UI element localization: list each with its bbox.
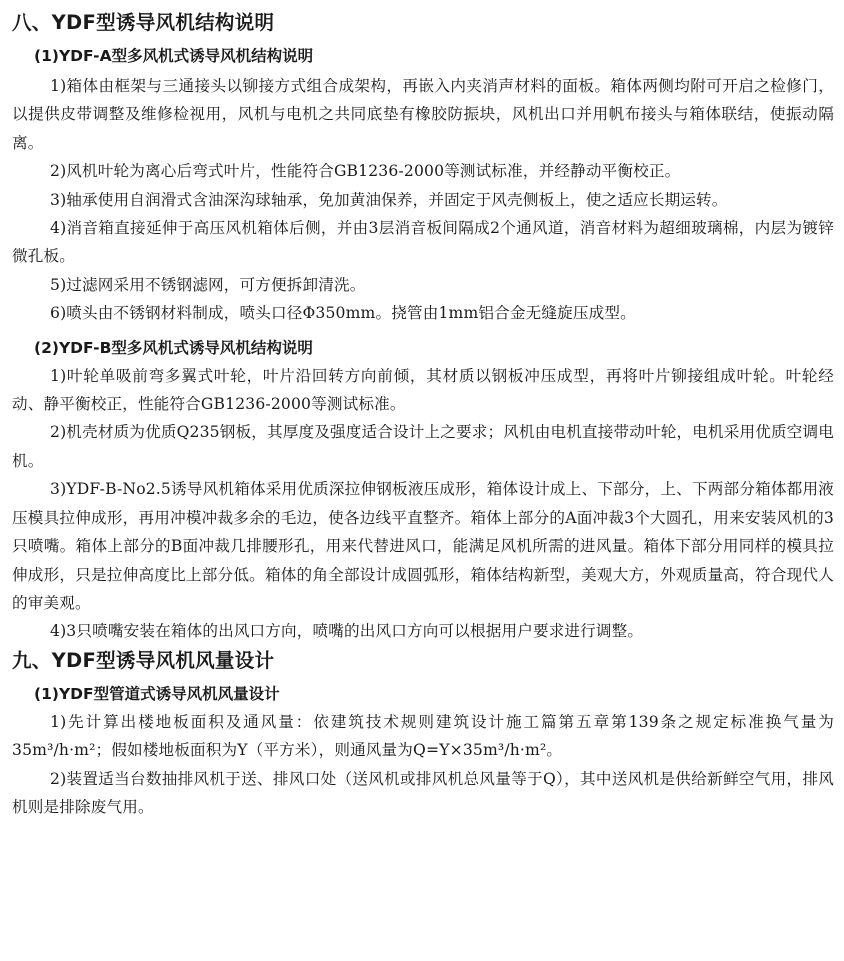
- section-8-heading: 八、YDF型诱导风机结构说明: [12, 11, 275, 34]
- ydf-a-paragraph-3: 3)轴承使用自润滑式含油深沟球轴承，免加黄油保养，并固定于风壳侧板上，使之适应长期运转。: [50, 190, 728, 209]
- subsection-ydf-b-heading: (2)YDF-B型多风机式诱导风机结构说明: [34, 338, 313, 357]
- subsection-ydf-a-heading: (1)YDF-A型多风机式诱导风机结构说明: [34, 47, 314, 65]
- ydf-b-paragraph-2: 2)机壳材质为优质Q235钢板，其厚度及强度适合设计上之要求；风机由电机直接带动叶轮，电机采用优质空调电机。: [12, 423, 834, 470]
- ydf-a-paragraph-4: 4)消音箱直接延伸于高压风机箱体后侧，并由3层消音板间隔成2个通风道，消音材料为超细玻璃棉，内层为镀锌微孔板。: [12, 219, 834, 266]
- airflow-paragraph-2: 2)装置适当台数抽排风机于送、排风口处（送风机或排风机总风量等于Q），其中送风机是供给新鲜空气用，排风机则是排除废气用。: [12, 769, 834, 816]
- ydf-a-paragraph-2: 2)风机叶轮为离心后弯式叶片，性能符合GB1236-2000等测试标准，并经静动平衡校正。: [50, 162, 681, 181]
- ydf-a-paragraph-5: 5)过滤网采用不锈钢滤网，可方便拆卸清洗。: [50, 275, 366, 294]
- document-page: [12, 8, 834, 821]
- ydf-b-paragraph-3: 3)YDF-B-No2.5诱导风机箱体采用优质深拉伸钢板液压成形，箱体设计成上、下部分，上、下两部分箱体都用液压模具拉伸成形，再用冲模冲裁多余的毛边，使各边线平直整齐。箱体上部分的A面冲裁3个大圆孔，用来安装风机的3只喷嘴。箱体上部分的B面冲裁几排腰形孔，用来代替进风口，能满足风机所需的进风量。箱体下部分用同样的模具拉伸成形，只是拉伸高度比上部分低。箱体的角全部设计成圆弧形，箱体结构新型，美观大方，外观质量高，符合现代人的审美观。: [12, 480, 834, 612]
- ydf-b-paragraph-4: 4)3只喷嘴安装在箱体的出风口方向，喷嘴的出风口方向可以根据用户要求进行调整。: [50, 622, 644, 641]
- subsection-duct-inducer-heading: (1)YDF型管道式诱导风机风量设计: [34, 684, 280, 703]
- airflow-paragraph-1: 1)先计算出楼地板面积及通风量：依建筑技术规则建筑设计施工篇第五章第139条之规定标准换气量为35m³/h·m²；假如楼地板面积为Y（平方米），则通风量为Q=Y×35m³/h·m²。: [12, 712, 834, 760]
- ydf-b-paragraph-1: 1)叶轮单吸前弯多翼式叶轮，叶片沿回转方向前倾，其材质以钢板冲压成型，再将叶片铆接组成叶轮。叶轮经动、静平衡校正，性能符合GB1236-2000等测试标准。: [12, 366, 834, 414]
- ydf-a-paragraph-6: 6)喷头由不锈钢材料制成，喷头口径Φ350mm。挠管由1mm铝合金无缝旋压成型。: [50, 304, 636, 323]
- ydf-a-paragraph-1: 1)箱体由框架与三通接头以铆接方式组合成架构，再嵌入内夹消声材料的面板。箱体两侧均附可开启之检修门，以提供皮带调整及维修检视用，风机与电机之共同底垫有橡胶防振块，风机出口并用帆布接头与箱体联结，使振动隔离。: [12, 77, 834, 152]
- section-9-heading: 九、YDF型诱导风机风量设计: [12, 648, 275, 672]
